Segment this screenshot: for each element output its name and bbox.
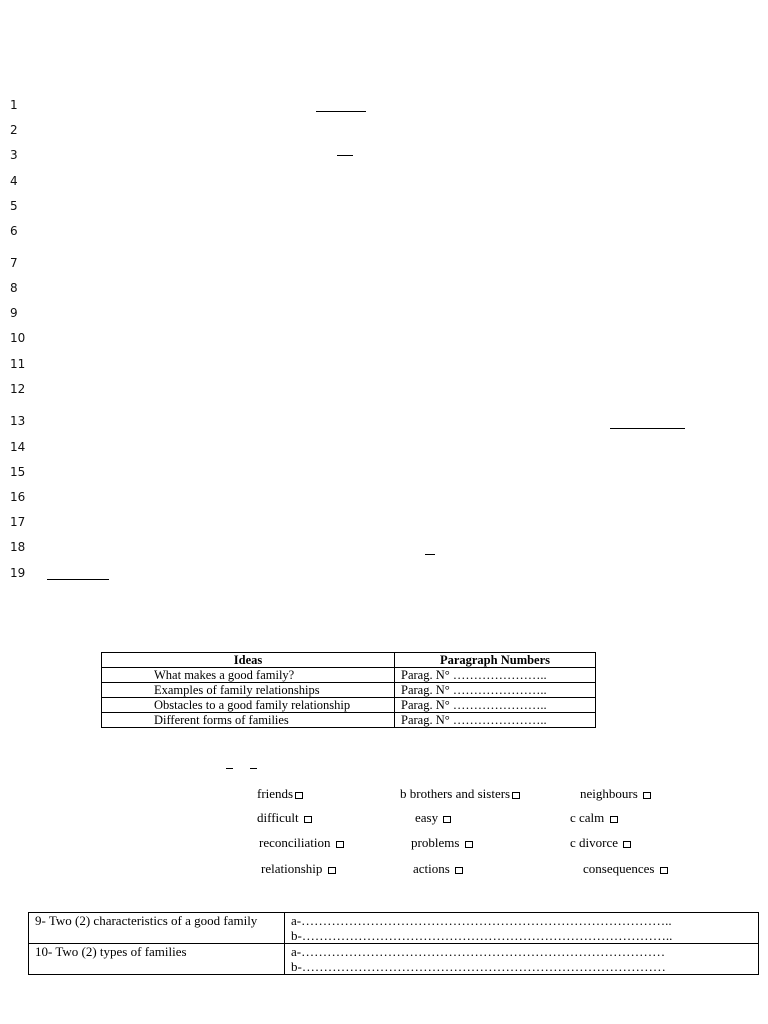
- dash-mark: [226, 768, 233, 769]
- underline-mark: [425, 554, 435, 555]
- checkbox[interactable]: [443, 816, 451, 823]
- checkbox[interactable]: [660, 867, 668, 874]
- answer-line-b[interactable]: b-…………………………………………………………………………: [291, 959, 666, 974]
- option-calm[interactable]: [570, 810, 618, 826]
- checkbox[interactable]: [295, 792, 303, 799]
- checkbox[interactable]: [304, 816, 312, 823]
- idea-cell: What makes a good family?: [102, 668, 395, 683]
- line-number: 8: [10, 281, 18, 295]
- table-row: [102, 683, 596, 698]
- line-number: 4: [10, 174, 18, 188]
- option-consequences[interactable]: [583, 861, 668, 877]
- checkbox[interactable]: [512, 792, 520, 799]
- option-label: reconciliation: [259, 835, 331, 850]
- underline-mark: [47, 579, 109, 580]
- checkbox[interactable]: [336, 841, 344, 848]
- option-label: consequences: [583, 861, 655, 876]
- checkbox[interactable]: [610, 816, 618, 823]
- line-number: 16: [10, 490, 26, 504]
- option-label: easy: [415, 810, 439, 825]
- option-label: c divorce: [570, 835, 619, 850]
- answer-line-a[interactable]: a-…………………………………………………………………………..: [291, 913, 672, 928]
- paragraph-number-field[interactable]: Parag. N° …………………..: [395, 698, 596, 713]
- option-label: difficult: [257, 810, 299, 825]
- answer-line-b[interactable]: b-…………………………………………………………………………..: [291, 928, 673, 943]
- answer-cell[interactable]: [285, 944, 759, 975]
- answer-cell[interactable]: [285, 913, 759, 944]
- table-row: [29, 944, 759, 975]
- line-number: 11: [10, 357, 26, 371]
- line-number: 7: [10, 256, 18, 270]
- option-label: actions: [413, 861, 450, 876]
- paragraph-number-field[interactable]: Parag. N° …………………..: [395, 668, 596, 683]
- paragraph-number-field[interactable]: Parag. N° …………………..: [395, 713, 596, 728]
- checkbox[interactable]: [328, 867, 336, 874]
- paragraph-number-field[interactable]: Parag. N° …………………..: [395, 683, 596, 698]
- dash-mark: [250, 768, 257, 769]
- option-friends[interactable]: [257, 786, 303, 802]
- line-number: 6: [10, 224, 18, 238]
- answer-line-a[interactable]: a-…………………………………………………………………………: [291, 944, 666, 959]
- line-number: 19: [10, 566, 26, 580]
- checkbox[interactable]: [455, 867, 463, 874]
- checkbox[interactable]: [465, 841, 473, 848]
- option-reconciliation[interactable]: [259, 835, 344, 851]
- line-number: 14: [10, 440, 26, 454]
- table-row: [29, 913, 759, 944]
- underline-mark: [337, 155, 353, 156]
- line-number: 3: [10, 148, 18, 162]
- table-header-row: [102, 653, 596, 668]
- line-number: 1: [10, 98, 18, 112]
- line-number: 13: [10, 414, 26, 428]
- option-label: relationship: [261, 861, 323, 876]
- line-number: 9: [10, 306, 18, 320]
- option-label: c calm: [570, 810, 605, 825]
- idea-cell: Obstacles to a good family relationship: [102, 698, 395, 713]
- option-actions[interactable]: [413, 861, 463, 877]
- ideas-table: [101, 652, 596, 728]
- line-number: 2: [10, 123, 18, 137]
- option-relationship[interactable]: [261, 861, 336, 877]
- line-number: 5: [10, 199, 18, 213]
- line-number: 10: [10, 331, 26, 345]
- idea-cell: Examples of family relationships: [102, 683, 395, 698]
- line-number: 15: [10, 465, 26, 479]
- option-brothers-and-sisters[interactable]: [400, 786, 520, 802]
- option-divorce[interactable]: [570, 835, 631, 851]
- table-row: [102, 668, 596, 683]
- answers-table: [28, 912, 759, 975]
- column-header: Ideas: [102, 653, 395, 668]
- underline-mark: [316, 111, 366, 112]
- checkbox[interactable]: [643, 792, 651, 799]
- table-row: [102, 713, 596, 728]
- question-label: 9- Two (2) characteristics of a good family: [29, 913, 285, 944]
- option-label: friends: [257, 786, 294, 801]
- idea-cell: Different forms of families: [102, 713, 395, 728]
- line-number: 18: [10, 540, 26, 554]
- option-difficult[interactable]: [257, 810, 312, 826]
- line-number: 12: [10, 382, 26, 396]
- option-problems[interactable]: [411, 835, 473, 851]
- option-label: b brothers and sisters: [400, 786, 511, 801]
- option-label: neighbours: [580, 786, 638, 801]
- table-row: [102, 698, 596, 713]
- line-number: 17: [10, 515, 26, 529]
- question-label: 10- Two (2) types of families: [29, 944, 285, 975]
- checkbox[interactable]: [623, 841, 631, 848]
- option-easy[interactable]: [415, 810, 451, 826]
- underline-mark: [610, 428, 685, 429]
- option-label: problems: [411, 835, 460, 850]
- option-neighbours[interactable]: [580, 786, 651, 802]
- column-header: Paragraph Numbers: [395, 653, 596, 668]
